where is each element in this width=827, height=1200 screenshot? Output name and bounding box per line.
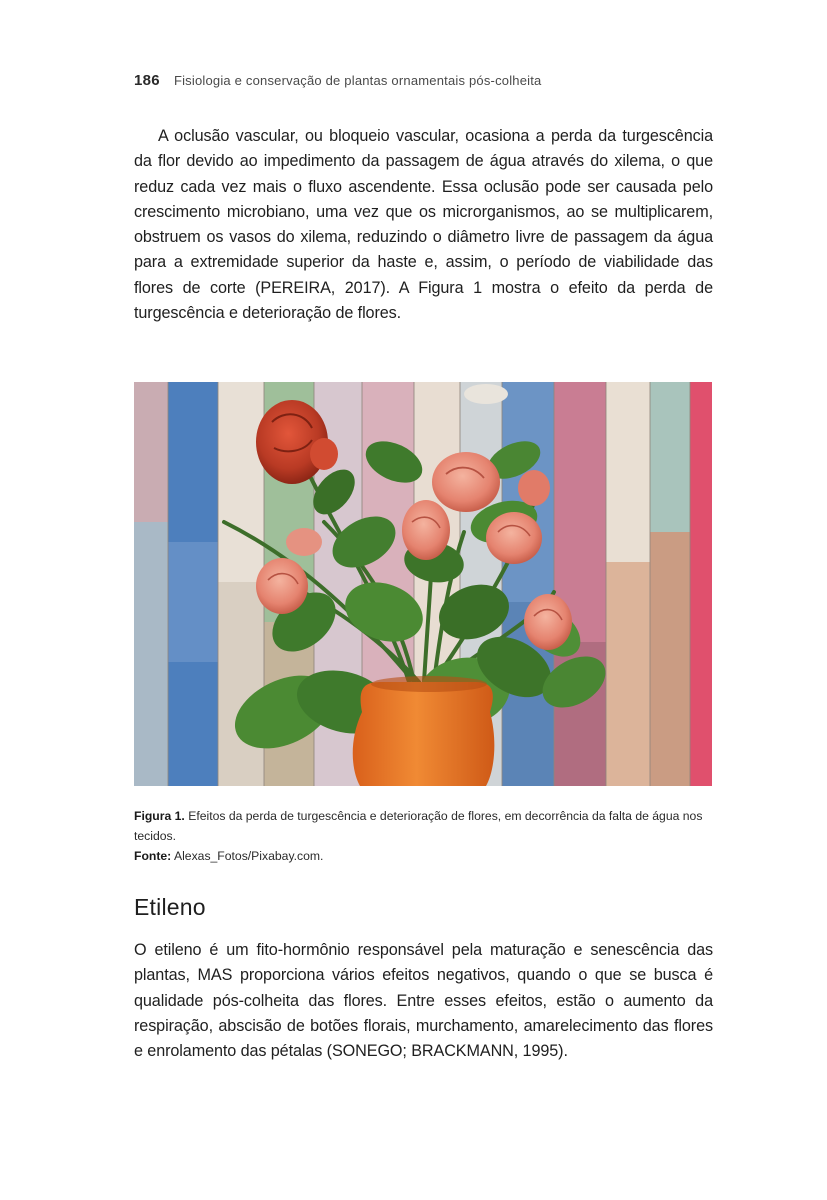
figure-photo xyxy=(134,382,712,786)
caption-text: Efeitos da perda de turgescência e deterioração de flores, em decorrência da falta de água nos tecidos. xyxy=(134,809,703,843)
pink-rose-4 xyxy=(256,558,308,614)
source-label: Fonte: xyxy=(134,849,172,863)
pink-rose-1 xyxy=(432,452,500,512)
pink-rose-5 xyxy=(524,594,572,650)
source-text: Alexas_Fotos/Pixabay.com. xyxy=(173,849,324,863)
caption-line xyxy=(134,806,714,846)
section-paragraph: O etileno é um fito-hormônio responsável pela maturação e senescência das plantas, MAS proporciona vários efeitos negativos, quando o que se busca é qualidade pós-colheita das flores. Entre esses efeitos, estão o aumento da respiração, abscisão de botões florais, murchamento, amarelecimento das flores e enrolamento das pétalas (SONEGO; BRACKMANN, 1995). xyxy=(134,941,713,1061)
pink-rose-2 xyxy=(402,500,450,560)
orange-vase xyxy=(353,682,495,786)
figure-caption xyxy=(134,806,714,866)
wilted-roses-photo xyxy=(134,382,712,786)
caption-label: Figura 1. xyxy=(134,809,185,823)
section-heading: Etileno xyxy=(134,894,206,920)
body-paragraph: A oclusão vascular, ou bloqueio vascular, ocasiona a perda da turgescência da flor devido ao impedimento da passagem de água através do xilema, o que reduz cada vez mais o fluxo ascendente. Essa oclusão pode ser causada pelo crescimento microbiano, uma vez que os microrganismos, ao se multiplicarem, obstruem os vasos do xilema, reduzindo o diâmetro livre de passagem da água para a extremidade superior da haste e, assim, o período de viabilidade das flores de corte (PEREIRA, 2017). A Figura 1 mostra o efeito da perda de turgescência e deterioração de flores. xyxy=(134,127,713,323)
pink-rose-3 xyxy=(486,512,542,564)
running-head xyxy=(134,72,714,94)
pink-rose-6 xyxy=(518,470,550,506)
pink-rose-7 xyxy=(286,528,322,556)
running-title: Fisiologia e conservação de plantas ornamentais pós-colheita xyxy=(173,73,542,88)
source-line xyxy=(134,846,714,866)
page-number: 186 xyxy=(134,72,160,89)
